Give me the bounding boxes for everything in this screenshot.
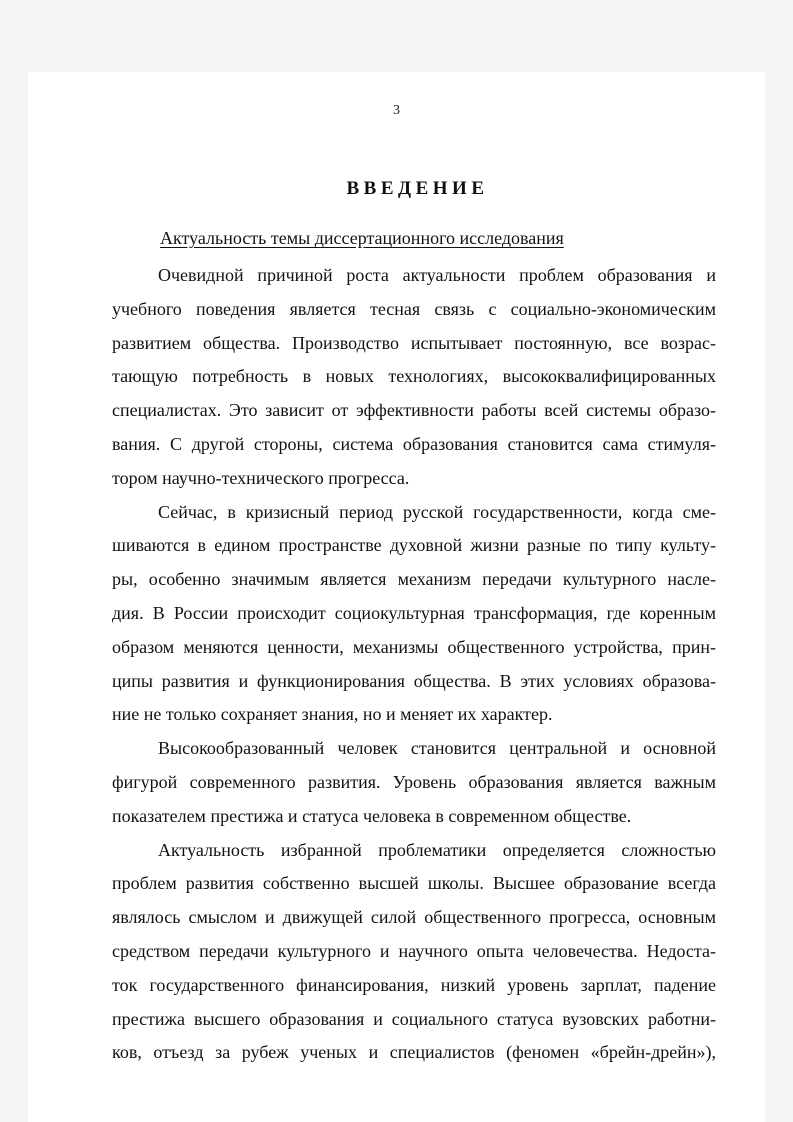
text-line: Высокообразованный человек становится центральной и основной	[158, 738, 716, 759]
page-number: 3	[393, 103, 400, 118]
text-line: специалистах. Это зависит от эффективности работы всей системы образо-	[112, 400, 716, 421]
body-text	[112, 264, 716, 1075]
text-line: ципы развития и функционирования общества. В этих условиях образова-	[112, 670, 716, 691]
text-line: дия. В России происходит социокультурная трансформация, где коренным	[112, 602, 716, 623]
paragraph	[112, 737, 716, 838]
text-line: средством передачи культурного и научного опыта человечества. Недоста-	[112, 940, 716, 961]
paragraph	[112, 839, 716, 1076]
text-line: ток государственного финансирования, низкий уровень зарплат, падение	[112, 974, 716, 995]
text-line: престижа высшего образования и социального статуса вузовских работни-	[112, 1008, 716, 1029]
text-line: развитием общества. Производство испытывает постоянную, все возрас-	[112, 332, 716, 353]
text-line: образом меняются ценности, механизмы общественного устройства, прин-	[112, 636, 716, 657]
text-line: проблем развития собственно высшей школы. Высшее образование всегда	[112, 873, 716, 894]
text-line: ков, отъезд за рубеж ученых и специалистов (феномен «брейн-дрейн»),	[112, 1042, 716, 1063]
text-line: тающую потребность в новых технологиях, высококвалифицированных	[112, 366, 716, 387]
text-line: тором научно-технического прогресса.	[112, 467, 410, 488]
text-line: являлось смыслом и движущей силой общественного прогресса, основным	[112, 907, 716, 928]
text-line: показателем престижа и статуса человека в современном обществе.	[112, 805, 632, 826]
text-line: ние не только сохраняет знания, но и меняет их характер.	[112, 704, 553, 725]
paragraph	[112, 501, 716, 738]
text-line: Актуальность избранной проблематики определяется сложностью	[158, 839, 716, 860]
text-line: Очевидной причиной роста актуальности проблем образования и	[158, 265, 716, 285]
text-line: учебного поведения является тесная связь с социально-экономическим	[112, 298, 716, 319]
section-subheading: Актуальность темы диссертационного исследования	[160, 228, 564, 248]
text-line: фигурой современного развития. Уровень образования является важным	[112, 771, 716, 792]
paragraph	[112, 264, 716, 501]
page-title: ВВЕДЕНИЕ	[346, 178, 489, 199]
text-line: Сейчас, в кризисный период русской государственности, когда сме-	[158, 501, 716, 522]
text-line: шиваются в едином пространстве духовной жизни разные по типу культу-	[112, 535, 716, 556]
text-line: вания. С другой стороны, система образования становится сама стимуля-	[112, 433, 716, 454]
text-line: ры, особенно значимым является механизм передачи культурного насле-	[112, 569, 716, 590]
